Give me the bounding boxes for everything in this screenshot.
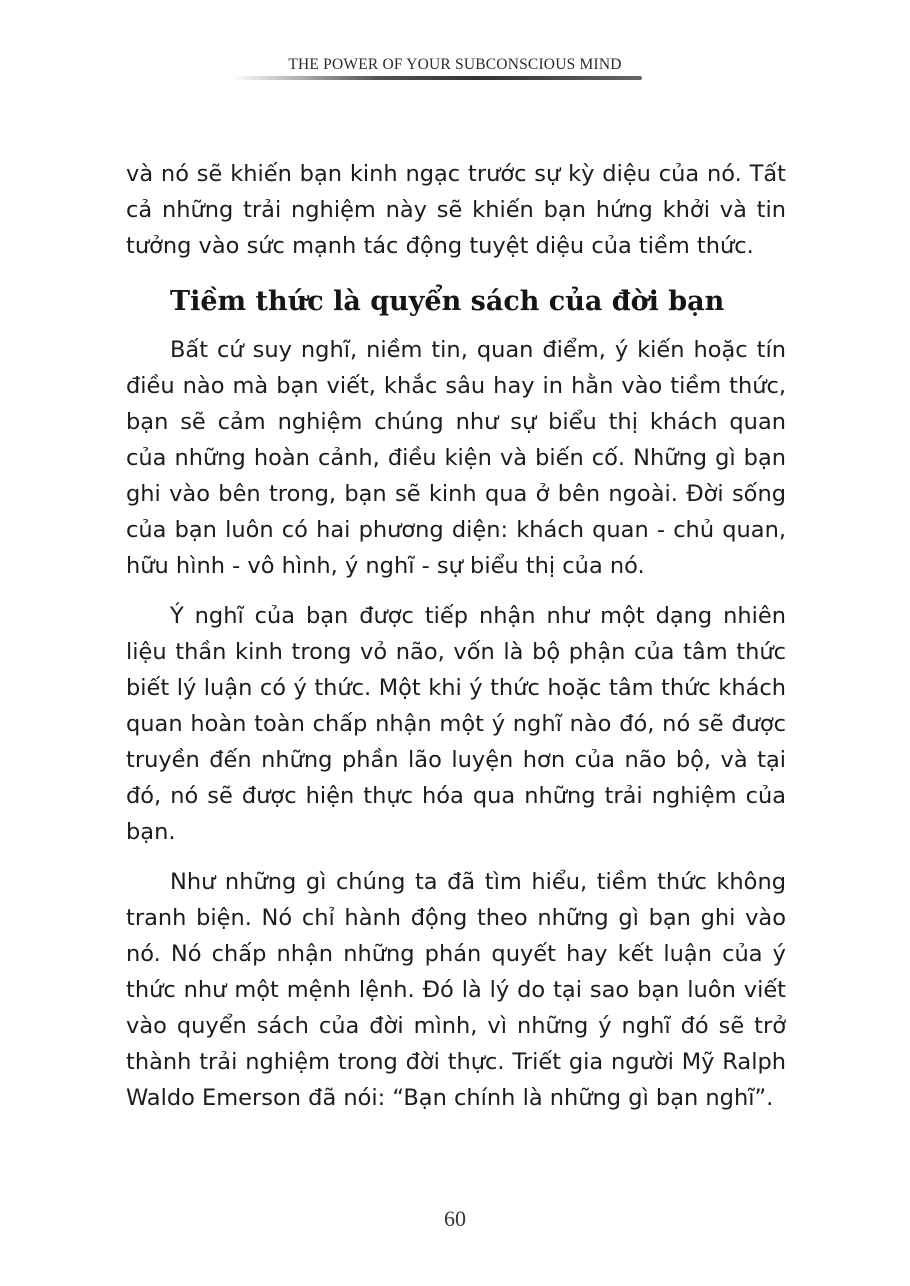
- page-body: [126, 156, 786, 1116]
- continued-paragraph: và nó sẽ khiến bạn kinh ngạc trước sự kỳ diệu của nó. Tất cả những trải nghiệm này sẽ khiến bạn hứng khởi và tin tưởng vào sức mạnh tác động tuyệt diệu của tiềm thức.: [126, 161, 786, 259]
- page-number: 60: [444, 1206, 466, 1231]
- header-rule: [232, 76, 642, 80]
- paragraph: Ý nghĩ của bạn được tiếp nhận như một dạng nhiên liệu thần kinh trong vỏ não, vốn là bộ phận của tâm thức biết lý luận có ý thức. Một khi ý thức hoặc tâm thức khách quan hoàn toàn chấp nhận một ý nghĩ nào đó, nó sẽ được truyền đến những phần lão luyện hơn của não bộ, và tại đó, nó sẽ được hiện thực hóa qua những trải nghiệm của bạn.: [126, 603, 786, 845]
- running-title: THE POWER OF YOUR SUBCONSCIOUS MIND: [288, 56, 622, 73]
- section-heading: Tiềm thức là quyển sách của đời bạn: [170, 286, 725, 317]
- paragraph: Như những gì chúng ta đã tìm hiểu, tiềm thức không tranh biện. Nó chỉ hành động theo những gì bạn ghi vào nó. Nó chấp nhận những phán quyết hay kết luận của ý thức như một mệnh lệnh. Đó là lý do tại sao bạn luôn viết vào quyển sách của đời mình, vì những ý nghĩ đó sẽ trở thành trải nghiệm trong đời thực. Triết gia người Mỹ Ralph Waldo Emerson đã nói: “Bạn chính là những gì bạn nghĩ”.: [126, 869, 786, 1111]
- running-header: [0, 56, 910, 78]
- paragraph: Bất cứ suy nghĩ, niềm tin, quan điểm, ý kiến hoặc tín điều nào mà bạn viết, khắc sâu hay in hằn vào tiềm thức, bạn sẽ cảm nghiệm chúng như sự biểu thị khách quan của những hoàn cảnh, điều kiện và biến cố. Những gì bạn ghi vào bên trong, bạn sẽ kinh qua ở bên ngoài. Đời sống của bạn luôn có hai phương diện: khách quan - chủ quan, hữu hình - vô hình, ý nghĩ - sự biểu thị của nó.: [126, 337, 786, 579]
